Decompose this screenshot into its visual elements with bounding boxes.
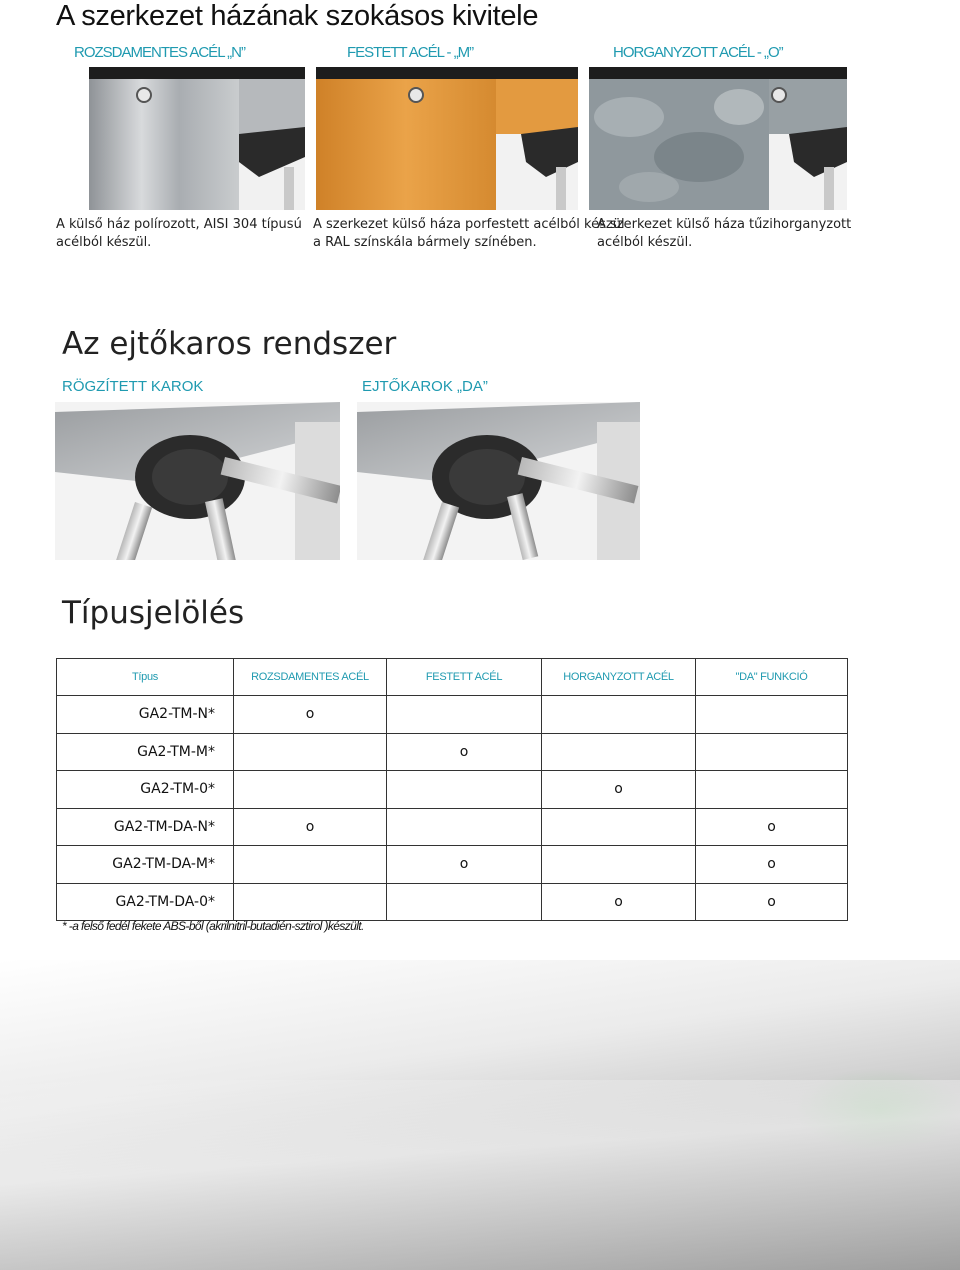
column-header: HORGANYZOTT ACÉL — [542, 659, 696, 696]
table-cell — [542, 808, 696, 846]
type-code-cell: GA2-TM-M* — [57, 733, 234, 771]
types-section-title: Típusjelölés — [62, 595, 245, 631]
column-header: Típus — [57, 659, 234, 696]
galvanized-caption-line: A szerkezet külső háza tűzihorganyzott — [597, 217, 852, 232]
type-code-cell: GA2-TM-DA-N* — [57, 808, 234, 846]
table-cell — [234, 846, 387, 884]
galvanized-housing-image — [589, 67, 847, 210]
type-code-cell: GA2-TM-DA-M* — [57, 846, 234, 884]
table-row — [57, 883, 848, 921]
table-cell: o — [387, 846, 542, 884]
table-cell: o — [696, 883, 848, 921]
table-cell — [542, 733, 696, 771]
table-cell — [696, 771, 848, 809]
stainless-caption-line: acélból készül. — [56, 235, 152, 250]
painted-housing-image — [316, 67, 578, 210]
background-blur-overlay — [0, 1080, 960, 1270]
table-header-row — [57, 659, 848, 696]
table-footnote: * -a felső fedél fekete ABS-ből (akrilnitril-butadién-sztirol )készült. — [62, 919, 364, 933]
variant-label-galvanized: HORGANYZOTT ACÉL - „O” — [613, 44, 783, 61]
galvanized-caption — [597, 216, 851, 252]
table-cell: o — [542, 883, 696, 921]
table-cell — [542, 696, 696, 734]
table-cell — [387, 696, 542, 734]
painted-caption-line: A szerkezet külső háza porfestett acélból készül — [313, 217, 625, 232]
column-header: "DA" FUNKCIÓ — [696, 659, 848, 696]
type-code-cell: GA2-TM-0* — [57, 771, 234, 809]
table-row — [57, 846, 848, 884]
stainless-caption-line: A külső ház polírozott, AISI 304 típusú — [56, 217, 302, 232]
column-header: ROZSDAMENTES ACÉL — [234, 659, 387, 696]
type-code-cell: GA2-TM-N* — [57, 696, 234, 734]
painted-caption — [313, 216, 625, 252]
type-designation-table — [56, 658, 848, 921]
table-cell: o — [387, 733, 542, 771]
table-cell: o — [234, 696, 387, 734]
table-cell — [387, 771, 542, 809]
fixed-arms-image — [55, 402, 340, 560]
table-row — [57, 808, 848, 846]
table-cell: o — [696, 808, 848, 846]
table-cell — [234, 883, 387, 921]
variant-label-painted: FESTETT ACÉL - „M” — [347, 44, 474, 61]
table-cell — [387, 808, 542, 846]
galvanized-caption-line: acélból készül. — [597, 235, 693, 250]
column-header: FESTETT ACÉL — [387, 659, 542, 696]
table-cell: o — [696, 846, 848, 884]
table-row — [57, 771, 848, 809]
page-title: A szerkezet házának szokásos kivitele — [56, 0, 539, 32]
table-cell — [696, 733, 848, 771]
table-cell — [234, 733, 387, 771]
table-cell — [696, 696, 848, 734]
table-cell: o — [234, 808, 387, 846]
painted-caption-line: a RAL színskála bármely színében. — [313, 235, 537, 250]
arms-section-title: Az ejtőkaros rendszer — [62, 326, 397, 362]
table-cell — [542, 846, 696, 884]
fixed-arms-label: RÖGZÍTETT KAROK — [62, 378, 204, 395]
variant-label-stainless: ROZSDAMENTES ACÉL „N” — [74, 44, 245, 61]
drop-arms-image — [357, 402, 640, 560]
stainless-caption — [56, 216, 302, 252]
table-row — [57, 696, 848, 734]
table-cell — [387, 883, 542, 921]
table-row — [57, 733, 848, 771]
drop-arms-label: EJTŐKAROK „DA” — [362, 378, 488, 395]
type-code-cell: GA2-TM-DA-0* — [57, 883, 234, 921]
table-cell: o — [542, 771, 696, 809]
table-cell — [234, 771, 387, 809]
stainless-housing-image — [89, 67, 305, 210]
